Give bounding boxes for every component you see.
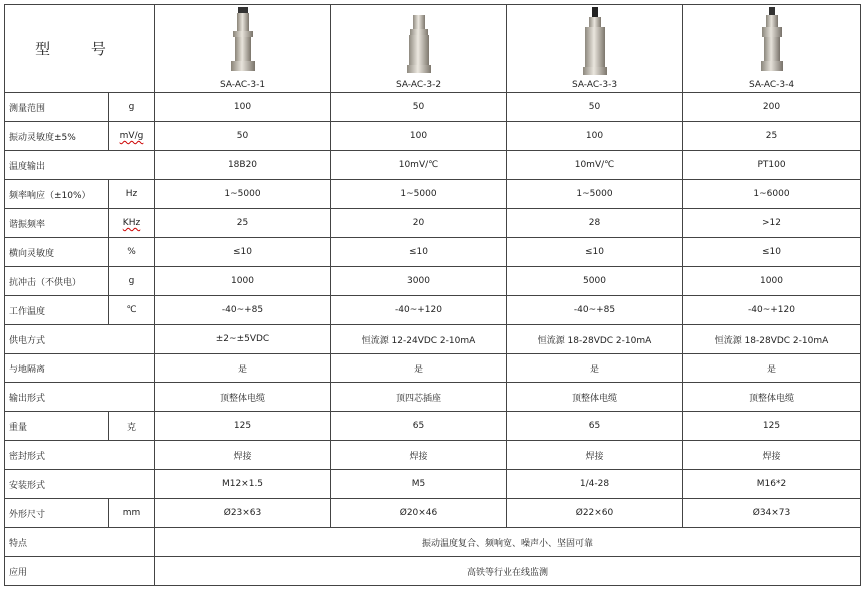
spec-row	[5, 151, 861, 180]
sensor-image	[755, 7, 789, 77]
spec-value: 1000	[155, 267, 331, 296]
spec-row	[5, 209, 861, 238]
spec-unit: g	[109, 267, 155, 296]
spec-unit: mm	[109, 499, 155, 528]
spec-value: 1/4-28	[507, 470, 683, 499]
spec-value: 10mV/℃	[331, 151, 507, 180]
spec-value: 3000	[331, 267, 507, 296]
product-sa-ac-3-3	[507, 5, 682, 92]
spec-value: 是	[507, 354, 683, 383]
model-code: SA-AC-3-2	[395, 80, 442, 90]
spec-unit: Hz	[109, 180, 155, 209]
spec-value: 1~5000	[155, 180, 331, 209]
spec-value: 恒流源 18-28VDC 2-10mA	[507, 325, 683, 354]
spec-value: 65	[331, 412, 507, 441]
spec-label: 振动灵敏度±5%	[5, 122, 109, 151]
spec-label: 测量范围	[5, 93, 109, 122]
sensor-image	[578, 7, 612, 77]
spec-label: 外形尺寸	[5, 499, 109, 528]
spec-label: 供电方式	[5, 325, 155, 354]
spec-row	[5, 412, 861, 441]
spec-value: 是	[683, 354, 861, 383]
spec-value: 200	[683, 93, 861, 122]
spec-unit: 克	[109, 412, 155, 441]
spec-value: Ø20×46	[331, 499, 507, 528]
spec-label: 频率响应（±10%）	[5, 180, 109, 209]
spec-row	[5, 267, 861, 296]
spec-value: 65	[507, 412, 683, 441]
spec-value: 100	[155, 93, 331, 122]
spec-value: M5	[331, 470, 507, 499]
spec-value: Ø23×63	[155, 499, 331, 528]
model-label: 型 号	[5, 5, 155, 93]
spec-value: ≤10	[507, 238, 683, 267]
spec-unit: ℃	[109, 296, 155, 325]
spec-row	[5, 296, 861, 325]
spec-value: 顶整体电缆	[507, 383, 683, 412]
spec-value: 是	[155, 354, 331, 383]
spec-value: 1~5000	[507, 180, 683, 209]
spec-value: 100	[331, 122, 507, 151]
spec-unit: mV/g	[109, 122, 155, 151]
spec-label: 重量	[5, 412, 109, 441]
spec-row	[5, 470, 861, 499]
application-value: 高铁等行业在线监测	[155, 557, 861, 586]
spec-row	[5, 325, 861, 354]
model-code: SA-AC-3-4	[748, 80, 795, 90]
spec-row	[5, 238, 861, 267]
spec-value: -40~+120	[331, 296, 507, 325]
spec-value: 125	[683, 412, 861, 441]
spec-row	[5, 93, 861, 122]
application-row	[5, 557, 861, 586]
spec-value: 20	[331, 209, 507, 238]
spec-value: ±2~±5VDC	[155, 325, 331, 354]
spec-row	[5, 441, 861, 470]
sensor-image	[226, 7, 260, 77]
spec-value: -40~+120	[683, 296, 861, 325]
spec-row	[5, 180, 861, 209]
spec-row	[5, 354, 861, 383]
spec-value: 100	[507, 122, 683, 151]
spec-label: 谐振频率	[5, 209, 109, 238]
spec-value: 50	[331, 93, 507, 122]
spec-label: 抗冲击（不供电）	[5, 267, 109, 296]
spec-value: ≤10	[683, 238, 861, 267]
spec-value: 18B20	[155, 151, 331, 180]
spec-label: 输出形式	[5, 383, 155, 412]
spec-value: Ø34×73	[683, 499, 861, 528]
spec-unit: KHz	[109, 209, 155, 238]
spec-value: M12×1.5	[155, 470, 331, 499]
spec-label: 工作温度	[5, 296, 109, 325]
spec-row	[5, 122, 861, 151]
spec-value: 顶整体电缆	[683, 383, 861, 412]
spec-value: 125	[155, 412, 331, 441]
spec-value: ≤10	[331, 238, 507, 267]
spec-value: 28	[507, 209, 683, 238]
spec-label: 安装形式	[5, 470, 155, 499]
spec-value: 顶整体电缆	[155, 383, 331, 412]
spec-value: 5000	[507, 267, 683, 296]
spec-label: 温度输出	[5, 151, 155, 180]
header-row	[5, 5, 861, 93]
model-code: SA-AC-3-3	[571, 80, 618, 90]
spec-value: 25	[683, 122, 861, 151]
spec-value: 焊接	[683, 441, 861, 470]
application-label: 应用	[5, 557, 155, 586]
spec-value: 焊接	[155, 441, 331, 470]
spec-value: 25	[155, 209, 331, 238]
spec-value: PT100	[683, 151, 861, 180]
spec-label: 密封形式	[5, 441, 155, 470]
spec-value: >12	[683, 209, 861, 238]
spec-value: ≤10	[155, 238, 331, 267]
model-code: SA-AC-3-1	[219, 80, 266, 90]
spec-value: 10mV/℃	[507, 151, 683, 180]
features-label: 特点	[5, 528, 155, 557]
spec-value: 1000	[683, 267, 861, 296]
spec-value: 50	[507, 93, 683, 122]
spec-value: 50	[155, 122, 331, 151]
product-sa-ac-3-1	[155, 5, 330, 92]
spec-unit: g	[109, 93, 155, 122]
spec-label: 横向灵敏度	[5, 238, 109, 267]
product-sa-ac-3-2	[331, 5, 506, 92]
spec-value: 是	[331, 354, 507, 383]
spec-unit: %	[109, 238, 155, 267]
spec-table	[4, 4, 861, 586]
spec-value: M16*2	[683, 470, 861, 499]
spec-label: 与地隔离	[5, 354, 155, 383]
spec-value: 恒流源 18-28VDC 2-10mA	[683, 325, 861, 354]
features-value: 振动温度复合、频响宽、噪声小、坚固可靠	[155, 528, 861, 557]
spec-value: 1~5000	[331, 180, 507, 209]
spec-value: 顶四芯插座	[331, 383, 507, 412]
spec-value: 恒流源 12-24VDC 2-10mA	[331, 325, 507, 354]
spec-value: -40~+85	[507, 296, 683, 325]
sensor-image	[402, 7, 436, 77]
features-row	[5, 528, 861, 557]
spec-row	[5, 499, 861, 528]
product-sa-ac-3-4	[683, 5, 860, 92]
spec-value: -40~+85	[155, 296, 331, 325]
spec-value: 焊接	[331, 441, 507, 470]
spec-value: Ø22×60	[507, 499, 683, 528]
spec-value: 1~6000	[683, 180, 861, 209]
spec-row	[5, 383, 861, 412]
spec-value: 焊接	[507, 441, 683, 470]
